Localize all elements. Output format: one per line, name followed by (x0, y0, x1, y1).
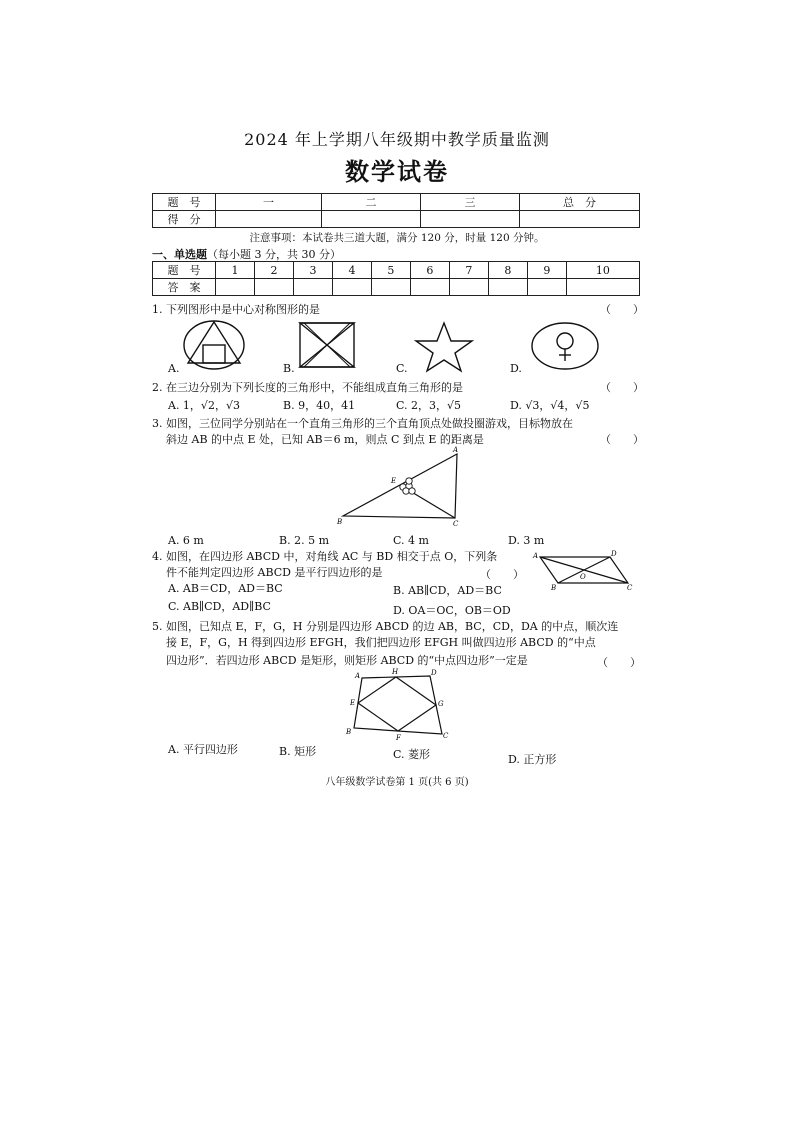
answer-cell[interactable] (216, 279, 255, 296)
q3-label-b: B (337, 518, 343, 526)
q3-option-d[interactable]: D. 3 m (508, 534, 545, 547)
exam-notice: 注意事项：本试卷共三道大题，满分 120 分，时量 120 分钟。 (249, 232, 545, 244)
q4-option-c[interactable]: C. AB∥CD，AD∥BC (168, 600, 271, 613)
q4-label-b: B (551, 584, 557, 592)
question-5-line-3: 四边形”．若四边形 ABCD 是矩形，则矩形 ABCD 的“中点四边形”一定是 (166, 654, 528, 667)
q2-option-d[interactable]: D. √3，√4，√5 (510, 399, 590, 412)
q4-label-c: C (627, 584, 633, 592)
q5-option-c[interactable]: C. 菱形 (393, 748, 431, 761)
question-number: 1 (216, 262, 255, 279)
question-2-answer-paren[interactable]: （ ） (600, 381, 644, 394)
q5-label-d: D (431, 669, 437, 677)
answer-cell[interactable] (527, 279, 566, 296)
q4-option-a[interactable]: A. AB＝CD，AD＝BC (168, 582, 283, 595)
q3-option-b[interactable]: B. 2. 5 m (279, 534, 329, 547)
question-1-text: 1. 下列图形中是中心对称图形的是 (152, 303, 320, 316)
q5-label-a: A (355, 672, 361, 680)
question-number: 6 (410, 262, 449, 279)
q2-option-c[interactable]: C. 2，3，√5 (396, 399, 462, 412)
score-input-cell[interactable] (520, 211, 640, 228)
question-number: 8 (488, 262, 527, 279)
score-cell: 二 (322, 194, 421, 211)
answer-table-answer-row (153, 279, 640, 296)
q5-option-b[interactable]: B. 矩形 (279, 745, 317, 758)
question-1-answer-paren[interactable]: （ ） (600, 303, 644, 316)
question-4-line-2: 件不能判定四边形 ABCD 是平行四边形的是 (166, 566, 383, 579)
answer-table-number-row (153, 262, 640, 279)
q4-option-d[interactable]: D. OA＝OC，OB＝OD (393, 604, 511, 617)
score-cell: 一 (216, 194, 322, 211)
score-cell: 总 分 (520, 194, 640, 211)
q3-option-c[interactable]: C. 4 m (393, 534, 429, 547)
section-heading (152, 246, 341, 262)
score-input-cell[interactable] (421, 211, 520, 228)
answer-cell[interactable] (566, 279, 639, 296)
q5-midpoint-quadrilateral-figure (340, 668, 460, 740)
answer-cell[interactable] (410, 279, 449, 296)
answer-table-label: 答 案 (153, 279, 216, 296)
question-number: 2 (254, 262, 293, 279)
score-cell: 三 (421, 194, 520, 211)
q4-label-o: O (580, 573, 586, 581)
q4-label-a: A (533, 552, 539, 560)
q5-label-h: H (392, 668, 399, 676)
score-table-score-row (153, 211, 640, 228)
answer-cell[interactable] (332, 279, 371, 296)
score-cell: 得 分 (153, 211, 216, 228)
q3-right-triangle-figure (335, 448, 465, 530)
answer-cell[interactable] (293, 279, 332, 296)
q1-option-a-figure (182, 319, 246, 371)
q2-option-a[interactable]: A. 1，√2，√3 (168, 399, 240, 412)
question-3-line-2: 斜边 AB 的中点 E 处，已知 AB＝6 m，则点 C 到点 E 的距离是 (166, 433, 484, 446)
question-number: 3 (293, 262, 332, 279)
q5-label-e: E (350, 699, 356, 707)
q4-parallelogram-figure (530, 551, 636, 591)
exam-title: 2024 年上学期八年级期中教学质量监测 (244, 130, 550, 149)
question-number: 4 (332, 262, 371, 279)
question-3-answer-paren[interactable]: （ ） (600, 433, 644, 446)
question-3-line-1: 3. 如图，三位同学分别站在一个直角三角形的三个直角顶点处做投圈游戏，目标物放在 (152, 417, 573, 430)
answer-table-label: 题 号 (153, 262, 216, 279)
q5-label-f: F (396, 734, 401, 742)
q3-option-a[interactable]: A. 6 m (168, 534, 204, 547)
q1-option-d-figure (530, 321, 600, 371)
q2-option-b[interactable]: B. 9，40，41 (283, 399, 356, 412)
section-note: （每小题 3 分，共 30 分） (207, 248, 341, 261)
question-number: 9 (527, 262, 566, 279)
question-5-line-1: 5. 如图，已知点 E，F，G，H 分别是四边形 ABCD 的边 AB，BC，CD，DA 的中点，顺次连 (152, 620, 619, 633)
question-number: 5 (371, 262, 410, 279)
question-4-answer-paren[interactable]: （ ） (480, 568, 524, 581)
q1-option-b[interactable]: B. (283, 362, 295, 375)
q5-option-a[interactable]: A. 平行四边形 (168, 743, 238, 756)
score-input-cell[interactable] (322, 211, 421, 228)
q4-option-b[interactable]: B. AB∥CD，AD＝BC (393, 584, 502, 597)
answer-table (152, 261, 640, 296)
q1-option-d[interactable]: D. (510, 362, 522, 375)
q5-label-g: G (438, 700, 444, 708)
score-input-cell[interactable] (216, 211, 322, 228)
q1-option-b-figure (298, 321, 356, 369)
score-table-header-row (153, 194, 640, 211)
page-footer: 八年级数学试卷第 1 页(共 6 页) (325, 777, 469, 788)
question-4-line-1: 4. 如图，在四边形 ABCD 中，对角线 AC 与 BD 相交于点 O，下列条 (152, 550, 498, 563)
question-5-line-2: 接 E，F，G，H 得到四边形 EFGH，我们把四边形 EFGH 叫做四边形 ABCD 的“中点 (166, 636, 596, 649)
question-number: 7 (449, 262, 488, 279)
answer-cell[interactable] (254, 279, 293, 296)
q3-label-c: C (453, 520, 459, 528)
answer-cell[interactable] (449, 279, 488, 296)
q4-label-d: D (611, 550, 617, 558)
q1-option-c-figure (413, 321, 475, 373)
q5-option-d[interactable]: D. 正方形 (508, 753, 557, 766)
section-title: 一、单选题 (152, 248, 207, 261)
question-5-answer-paren[interactable]: （ ） (597, 656, 641, 669)
question-number: 10 (566, 262, 639, 279)
q1-option-c[interactable]: C. (396, 362, 408, 375)
exam-subtitle: 数学试卷 (345, 157, 449, 186)
score-table (152, 193, 640, 228)
q3-label-e: E (391, 477, 397, 485)
q3-label-a: A (453, 446, 459, 454)
q5-label-b: B (346, 728, 352, 736)
q5-label-c: C (443, 732, 449, 740)
q1-option-a[interactable]: A. (168, 362, 180, 375)
answer-cell[interactable] (488, 279, 527, 296)
question-2-text: 2. 在三边分别为下列长度的三角形中，不能组成直角三角形的是 (152, 381, 463, 394)
answer-cell[interactable] (371, 279, 410, 296)
score-cell: 题 号 (153, 194, 216, 211)
